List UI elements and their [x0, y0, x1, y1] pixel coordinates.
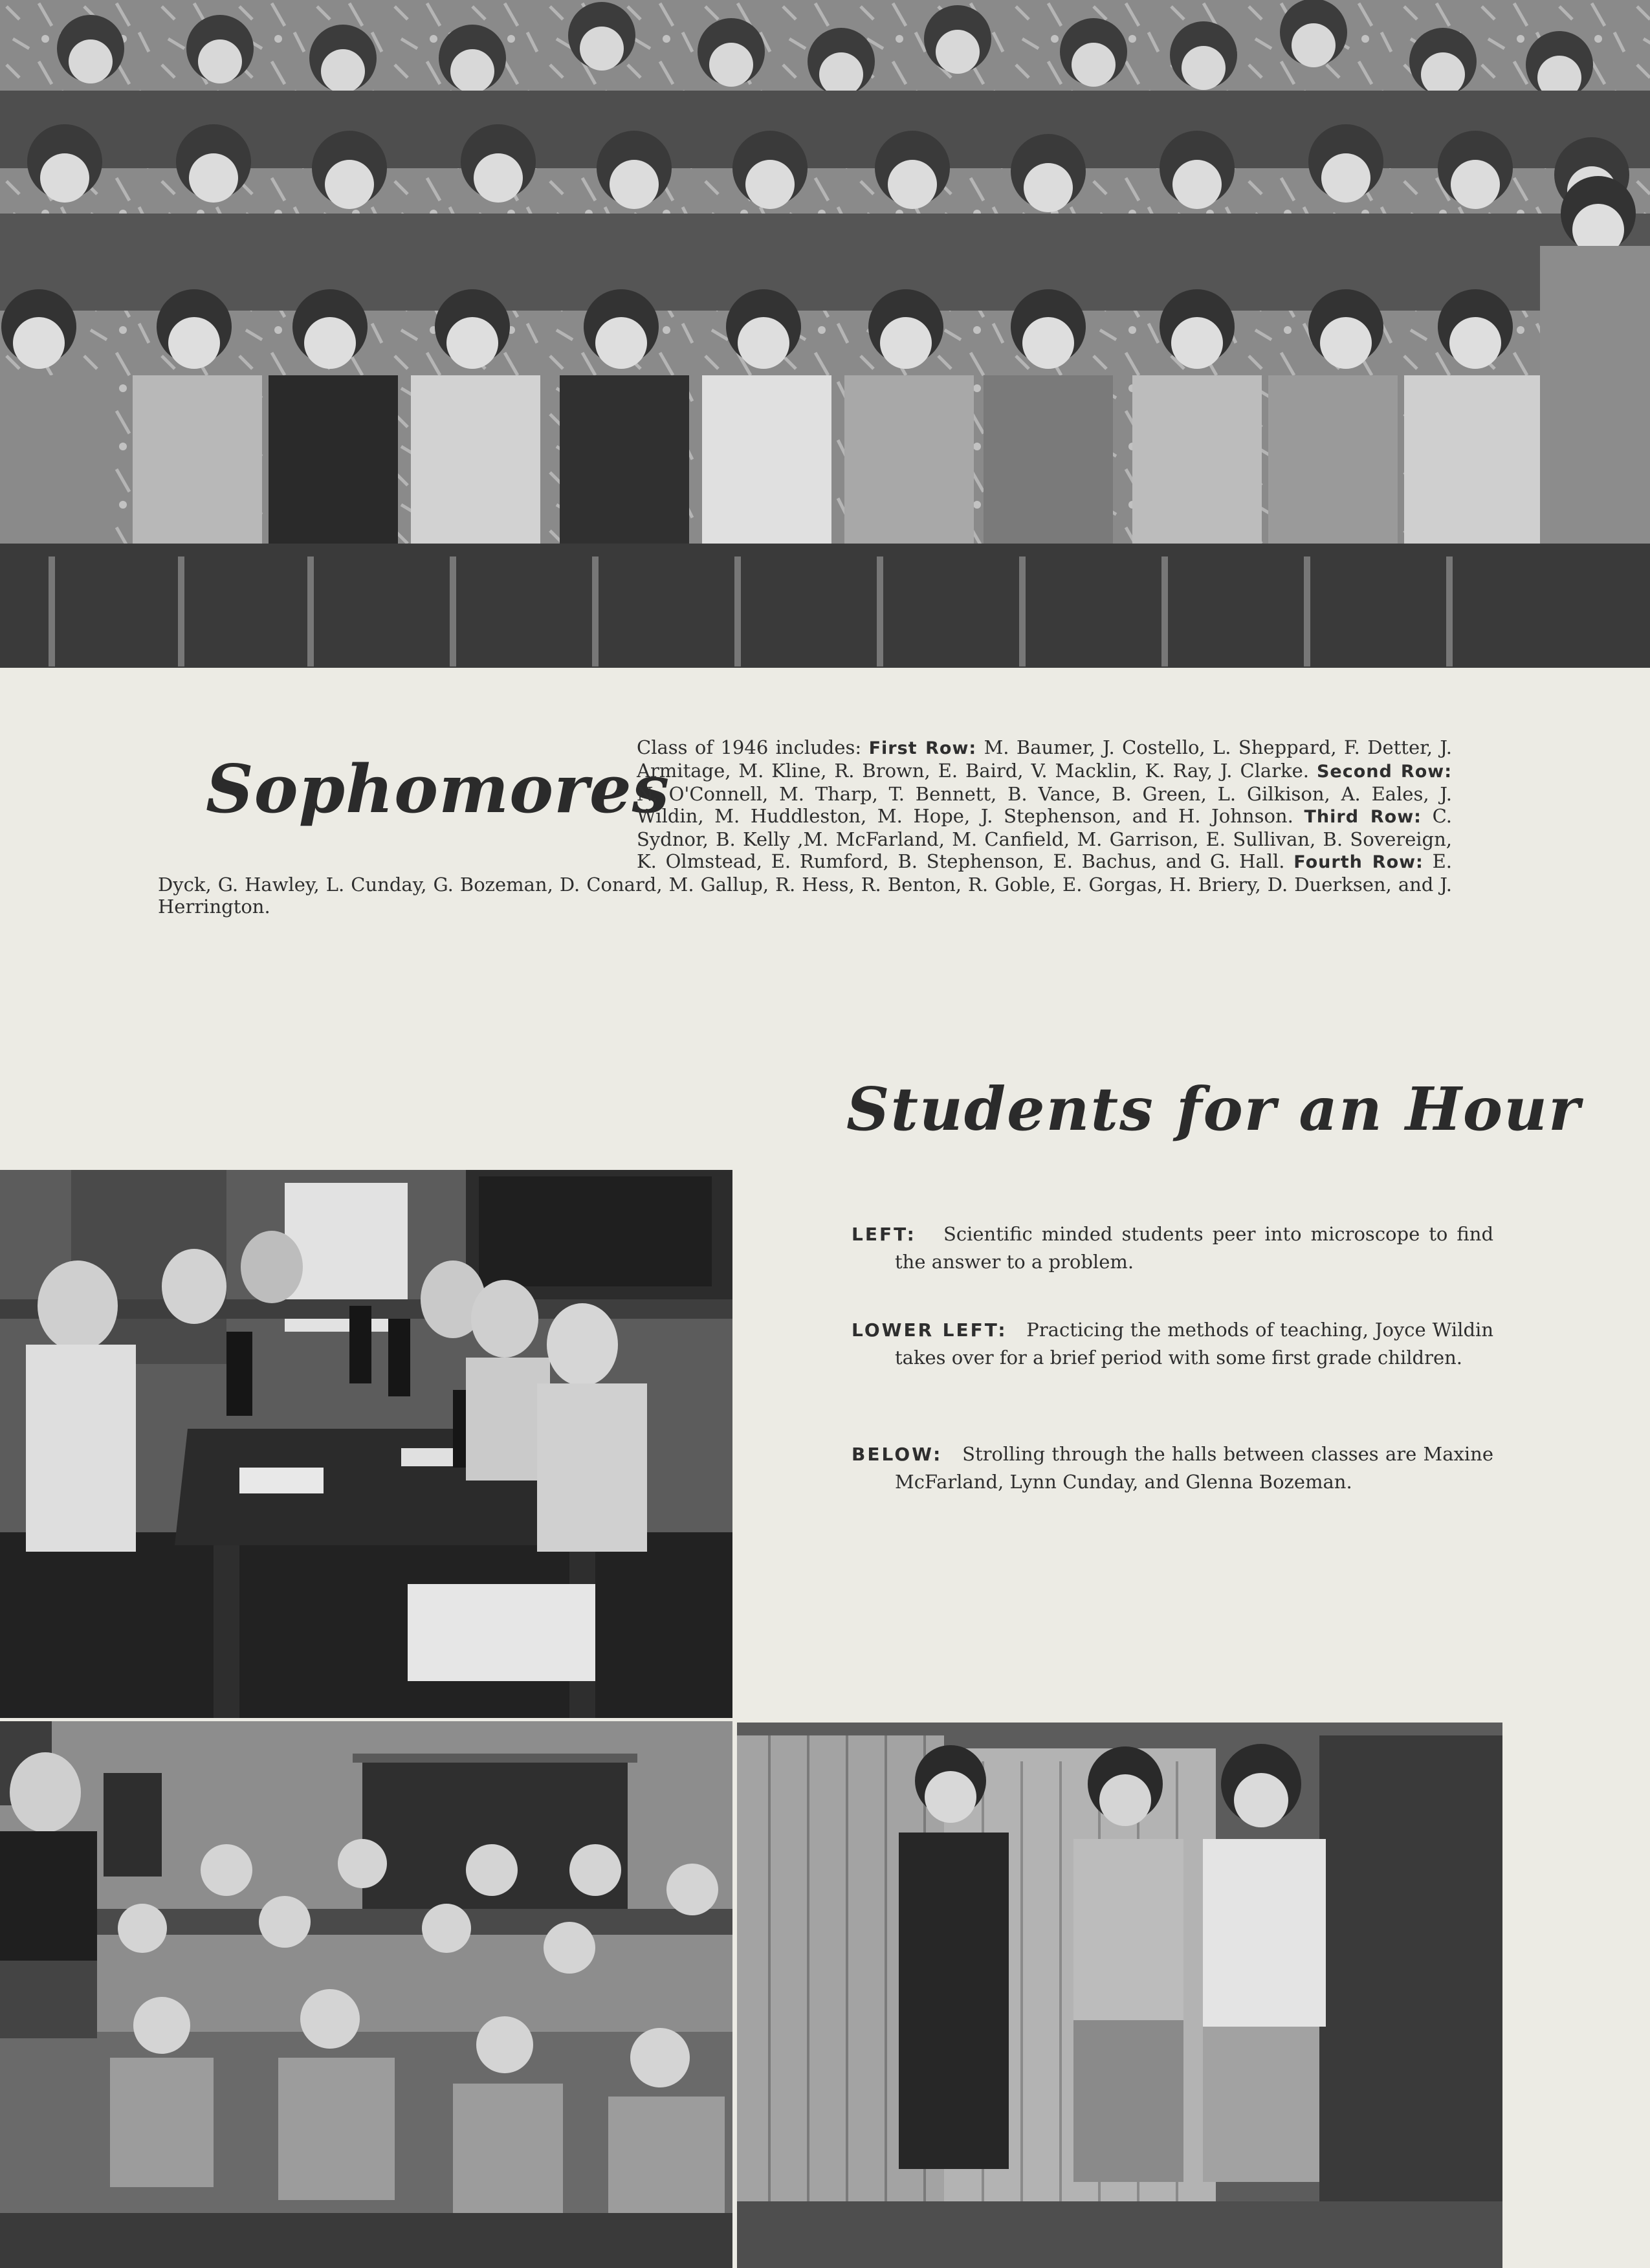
microscope-lab-photo [0, 1170, 732, 1718]
caption-left [852, 1220, 1493, 1276]
row-names-third: C. Sydnor, B. Kelly ,M. McFarland, M. Canfield, M. Garrison, E. Sullivan, B. Sovereign, K. Olmstead, E. Rumford, B. Stephenson, E. Bachus, and G. Hall. [637, 805, 1453, 872]
row-label-third: Third Row: [1304, 807, 1422, 827]
roster-intro: Class of 1946 includes: [637, 736, 869, 758]
class-roster [158, 736, 1452, 918]
first-grade-classroom-photo [0, 1721, 732, 2268]
students-for-an-hour-title: Students for an Hour [846, 1074, 1581, 1144]
row-label-fourth: Fourth Row: [1293, 852, 1424, 872]
row-names-second: N. O'Connell, M. Tharp, T. Bennett, B. Vance, B. Green, L. Gilkison, A. Eales, J. Wildin, M. Huddleston, M. Hope, J. Stephenson, and H. Johnson. [637, 783, 1452, 827]
hallway-photo [737, 1723, 1502, 2268]
sophomores-title: Sophomores [206, 751, 670, 828]
caption-lower-left [852, 1316, 1493, 1372]
caption-below-text: Strolling through the halls between classes are Maxine McFarland, Lynn Cunday, and Glenna Bozeman. [895, 1443, 1493, 1493]
caption-lower-left-label: LOWER LEFT: [852, 1319, 1007, 1341]
title-spacer [158, 736, 637, 866]
row-label-second: Second Row: [1316, 762, 1453, 782]
row-names-first: M. Baumer, J. Costello, L. Sheppard, F. Detter, J. Armitage, M. Kline, R. Brown, E. Baird, V. Macklin, K. Ray, J. Clarke. [637, 736, 1452, 782]
sophomore-group-photo [0, 0, 1650, 668]
caption-below [852, 1440, 1493, 1496]
row-label-first: First Row: [868, 738, 977, 758]
caption-below-label: BELOW: [852, 1444, 943, 1465]
row-names-fourth: E. Dyck, G. Hawley, L. Cunday, G. Bozeman, D. Conard, M. Gallup, R. Hess, R. Benton, R. Goble, E. Gorgas, H. Briery, D. Duerksen, and J. Herrington. [158, 850, 1453, 918]
caption-left-label: LEFT: [852, 1224, 916, 1245]
caption-lower-left-text: Practicing the methods of teaching, Joyce Wildin takes over for a brief period with some first grade children. [895, 1319, 1493, 1369]
caption-left-text: Scientific minded students peer into microscope to find the answer to a problem. [895, 1223, 1494, 1273]
